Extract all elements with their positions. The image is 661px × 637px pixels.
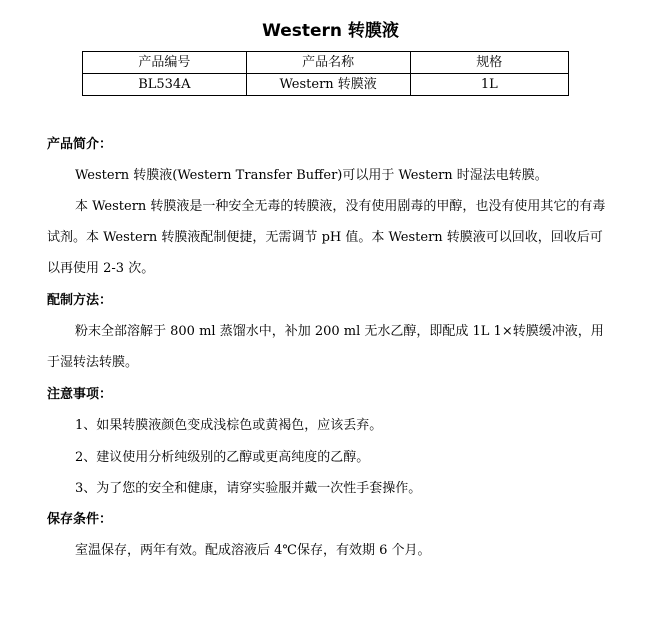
- intro-paragraph-1: Western 转膜液(Western Transfer Buffer)可以用于 Western 时湿法电转膜。: [75, 168, 548, 183]
- header-product-code: 产品编号: [83, 52, 247, 74]
- header-specification: 规格: [410, 52, 568, 74]
- section-heading-intro: 产品简介：: [47, 137, 113, 152]
- cell-specification: 1L: [410, 74, 568, 96]
- note-item-2: 2、建议使用分析纯级别的乙醇或更高纯度的乙醇。: [75, 450, 370, 465]
- document-title: Western 转膜液: [262, 21, 399, 41]
- cell-product-code: BL534A: [83, 74, 247, 96]
- header-product-name: 产品名称: [246, 52, 410, 74]
- storage-paragraph: 室温保存，两年有效。配成溶液后 4℃保存，有效期 6 个月。: [75, 543, 431, 558]
- table-row: [83, 74, 569, 96]
- section-heading-notes: 注意事项：: [47, 387, 113, 402]
- intro-paragraph-2: 本 Western 转膜液是一种安全无毒的转膜液，没有使用剧毒的甲醇，也没有使用其它的有毒试剂。本 Western 转膜液配制便捷，无需调节 pH 值。本 Western 转膜液可以回收，回收后可以再使用 2-3 次。: [47, 199, 606, 276]
- table-header-row: [83, 52, 569, 74]
- cell-product-name: Western 转膜液: [246, 74, 410, 96]
- section-heading-storage: 保存条件：: [47, 512, 113, 527]
- section-heading-preparation: 配制方法：: [47, 293, 113, 308]
- product-info-table: [82, 51, 569, 96]
- note-item-1: 1、如果转膜液颜色变成浅棕色或黄褐色，应该丢弃。: [75, 418, 383, 433]
- note-item-3: 3、为了您的安全和健康，请穿实验服并戴一次性手套操作。: [75, 481, 422, 496]
- preparation-paragraph: 粉末全部溶解于 800 ml 蒸馏水中，补加 200 ml 无水乙醇，即配成 1L 1×转膜缓冲液，用于湿转法转膜。: [47, 324, 604, 370]
